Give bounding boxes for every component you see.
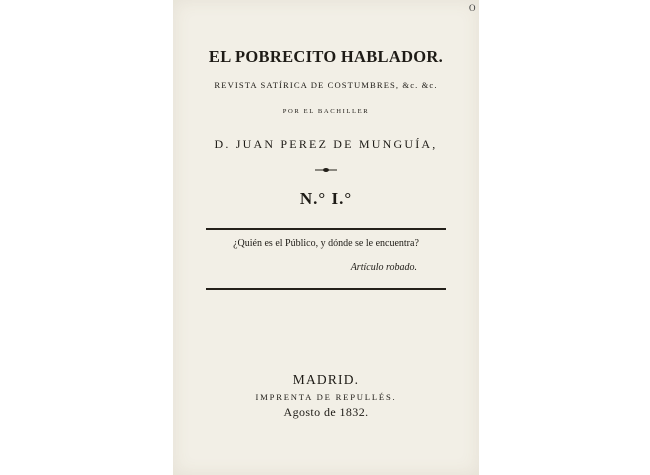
corner-mark: O xyxy=(469,3,476,13)
article-source: Artículo robado. xyxy=(350,262,417,273)
ornament-divider xyxy=(315,167,337,173)
book-title-page xyxy=(173,0,479,475)
article-question: ¿Quién es el Público, y dónde se le encuentra? xyxy=(233,238,419,249)
imprint-date: Agosto de 1832. xyxy=(283,405,369,419)
byline: POR EL BACHILLER xyxy=(282,108,370,115)
imprint-city: MADRID. xyxy=(292,372,360,387)
issue-number: N.° I.° xyxy=(299,189,353,208)
book-title: EL POBRECITO HABLADOR. xyxy=(208,47,444,66)
author-name: D. JUAN PEREZ DE MUNGUÍA, xyxy=(214,137,438,151)
book-subtitle: REVISTA SATÍRICA DE COSTUMBRES, &c. &c. xyxy=(214,80,438,90)
rule-bottom xyxy=(206,288,446,290)
imprint-printer: IMPRENTA DE REPULLÉS. xyxy=(255,392,397,402)
rule-top xyxy=(206,228,446,230)
